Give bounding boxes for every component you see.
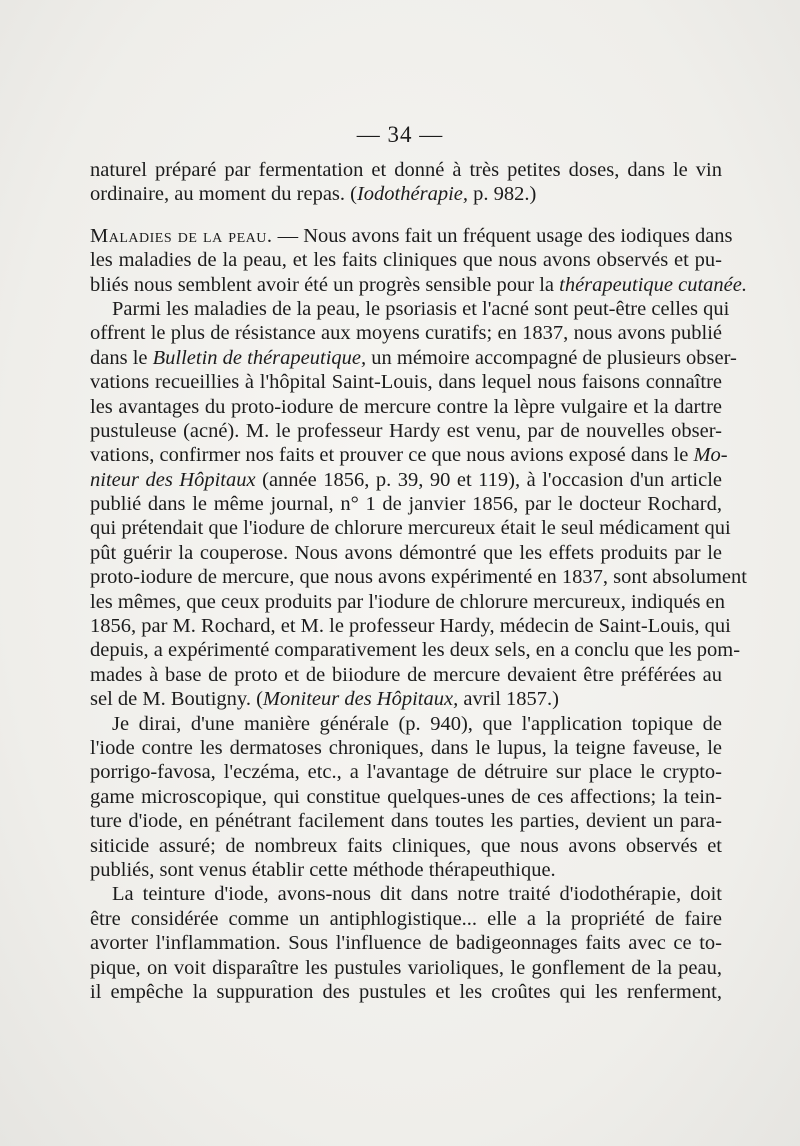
text-run: les maladies de la peau, et les faits cliniques que nous avons observés et pu- [90,249,722,272]
text-run: Je dirai, d'une manière générale (p. 940), que l'application topique de [112,712,722,735]
text-run: vations, confirmer nos faits et prouver ce que nous avions exposé dans le [90,444,694,467]
body-text [90,158,747,1004]
italic-text: Moniteur des Hôpitaux, [262,688,459,711]
text-line [90,834,722,858]
text-run: vations recueillies à l'hôpital Saint-Louis, dans lequel nous faisons connaître [90,371,722,394]
text-line [90,687,722,711]
paragraph [90,297,747,712]
text-run: être considérée comme un antiphlogistique... elle a la propriété de faire [90,907,722,930]
text-line [90,468,722,492]
text-line [90,907,722,931]
text-run: game microscopique, qui constitue quelques-unes de ces affections; la tein- [90,785,722,808]
text-line [90,297,730,321]
text-line [90,736,722,760]
text-line [90,614,731,638]
text-run: l'iode contre les dermatoses chroniques, dans le lupus, la teigne faveuse, le [90,736,722,759]
text-run: avril 1857.) [458,688,559,711]
text-run: les avantages du proto-iodure de mercure contre la lèpre vulgaire et la dartre [90,395,722,418]
text-run: (année 1856, p. 39, 90 et 119), à l'occasion d'un article [255,468,722,491]
italic-text: Bulletin de thérapeutique, [152,346,367,369]
italic-text: thérapeutique cutanée. [559,273,747,296]
text-line [90,370,722,394]
text-line [90,980,722,1004]
text-line [90,516,731,540]
text-line [90,182,722,206]
italic-text: Mo- [693,444,728,467]
text-run: pustuleuse (acné). M. le professeur Hardy est venu, par de nouvelles obser- [90,419,722,442]
text-run: naturel préparé par fermentation et donné à très petites doses, dans le vin [90,159,722,181]
text-line [90,158,722,182]
paragraph [90,882,722,1004]
text-run: sel de M. Boutigny. ( [90,688,263,711]
text-run: les mêmes, que ceux produits par l'iodure de chlorure mercureux, indiqués en [90,590,725,613]
text-run: depuis, a expérimenté comparativement les deux sels, en a conclu que les pom- [90,639,741,662]
text-line [90,712,722,736]
text-line [90,419,722,443]
text-run: 1856, par M. Rochard, et M. le professeur Hardy, médecin de Saint-Louis, qui [90,615,731,638]
text-line [90,346,737,370]
text-run: ordinaire, au moment du repas. ( [90,183,357,206]
text-run: proto-iodure de mercure, que nous avons expérimenté en 1837, sont absolument [90,566,747,589]
text-line [90,443,728,467]
text-run: offrent le plus de résistance aux moyens curatifs; en 1837, nous avons publié [90,322,722,345]
text-line [90,248,722,272]
text-line [90,273,747,297]
text-line [90,663,722,687]
text-line [90,590,725,614]
paragraph [90,224,747,297]
text-run: La teinture d'iode, avons-nous dit dans notre traité d'iodothérapie, doit [112,883,722,906]
text-run: pique, on voit disparaître les pustules varioliques, le gonflement de la peau, [90,956,722,979]
text-line [90,492,722,516]
text-run: Parmi les maladies de la peau, le psoriasis et l'acné sont peut-être celles qui [112,297,730,320]
text-line [90,882,722,906]
section-heading: Maladies de la peau. [90,224,273,247]
text-run: un mémoire accompagné de plusieurs obser- [366,346,737,369]
text-run: avorter l'inflammation. Sous l'influence de badigeonnages faits avec ce to- [90,932,722,955]
text-run: qui prétendait que l'iodure de chlorure mercureux était le seul médicament qui [90,517,731,540]
text-run: pût guérir la couperose. Nous avons démontré que les effets produits par le [90,541,722,564]
page-number: — 34 — [356,122,444,147]
paragraph [90,158,722,207]
text-run: il empêche la suppuration des pustules et les croûtes qui les renferment, [90,980,722,1003]
text-run: publié dans le même journal, n° 1 de janvier 1856, par le docteur Rochard, [90,493,722,516]
text-line [90,321,722,345]
text-line [90,638,741,662]
text-line [90,931,722,955]
italic-text: Iodothérapie, [356,183,469,206]
text-run: dans le [90,346,153,369]
text-line [90,395,722,419]
text-line [90,858,722,882]
text-run: siticide assuré; de nombreux faits cliniques, que nous avons observés et [90,834,722,857]
italic-text: niteur des Hôpitaux [90,468,256,491]
text-line [90,785,722,809]
text-run: porrigo-favosa, l'eczéma, etc., a l'avantage de détruire sur place le crypto- [90,761,722,784]
text-line [90,760,722,784]
text-line [90,565,747,589]
paragraph-gap [90,207,722,224]
text-line [90,956,722,980]
text-run: ture d'iode, en pénétrant facilement dans toutes les parties, devient un para- [90,810,722,833]
text-run: — Nous avons fait un fréquent usage des iodiques dans [272,224,733,247]
text-run: bliés nous semblent avoir été un progrès sensible pour la [90,273,560,296]
text-run: mades à base de proto et de biiodure de mercure devaient être préférées au [90,663,722,686]
text-line [90,541,722,565]
text-run: p. 982.) [468,183,537,206]
text-run: publiés, sont venus établir cette méthode thérapeuthique. [90,858,556,881]
text-line [90,809,722,833]
text-line [90,224,733,248]
paragraph [90,712,722,883]
